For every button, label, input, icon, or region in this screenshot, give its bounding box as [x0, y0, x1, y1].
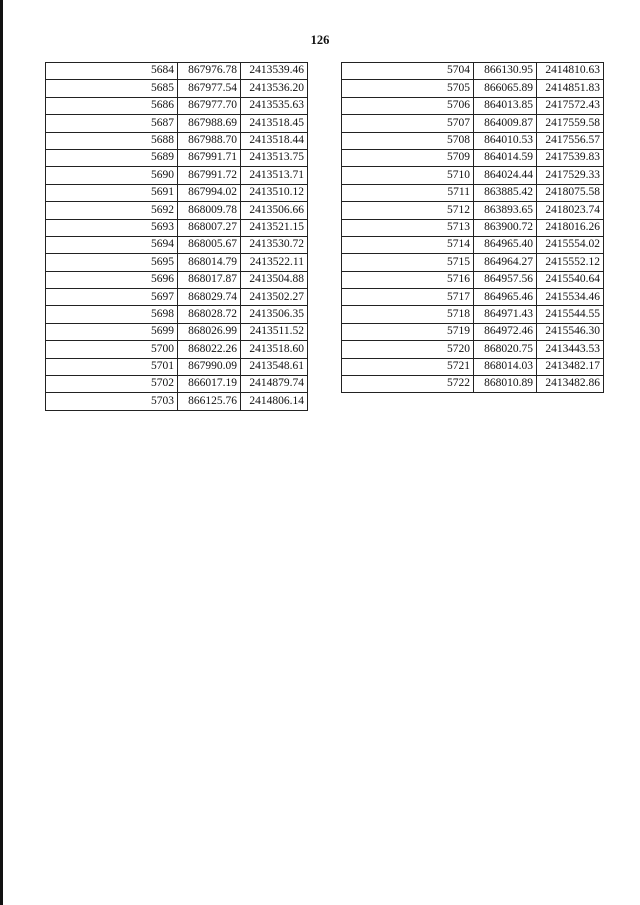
point-number-cell: 5714	[342, 236, 474, 253]
y-coordinate-cell: 2418016.26	[537, 219, 604, 236]
point-number-cell: 5718	[342, 306, 474, 323]
point-number-cell: 5702	[46, 376, 178, 393]
table-row	[342, 149, 604, 166]
table-row	[342, 306, 604, 323]
point-number-cell: 5689	[46, 149, 178, 166]
y-coordinate-cell: 2413521.15	[241, 219, 308, 236]
table-row	[342, 97, 604, 114]
table-row	[46, 393, 308, 410]
y-coordinate-cell: 2415544.55	[537, 306, 604, 323]
point-number-cell: 5693	[46, 219, 178, 236]
x-coordinate-cell: 864971.43	[474, 306, 537, 323]
point-number-cell: 5692	[46, 202, 178, 219]
point-number-cell: 5694	[46, 236, 178, 253]
y-coordinate-cell: 2417556.57	[537, 132, 604, 149]
point-number-cell: 5711	[342, 184, 474, 201]
table-row	[342, 80, 604, 97]
point-number-cell: 5698	[46, 306, 178, 323]
x-coordinate-cell: 866065.89	[474, 80, 537, 97]
x-coordinate-cell: 866017.19	[178, 376, 241, 393]
coordinates-table-left	[45, 62, 308, 411]
x-coordinate-cell: 866130.95	[474, 63, 537, 80]
y-coordinate-cell: 2413518.44	[241, 132, 308, 149]
table-row	[342, 219, 604, 236]
y-coordinate-cell: 2413548.61	[241, 358, 308, 375]
point-number-cell: 5695	[46, 254, 178, 271]
x-coordinate-cell: 864013.85	[474, 97, 537, 114]
x-coordinate-cell: 868014.79	[178, 254, 241, 271]
x-coordinate-cell: 864965.40	[474, 236, 537, 253]
table-row	[46, 149, 308, 166]
y-coordinate-cell: 2413536.20	[241, 80, 308, 97]
y-coordinate-cell: 2413506.66	[241, 202, 308, 219]
y-coordinate-cell: 2415534.46	[537, 289, 604, 306]
point-number-cell: 5691	[46, 184, 178, 201]
y-coordinate-cell: 2414810.63	[537, 63, 604, 80]
table-row	[46, 202, 308, 219]
y-coordinate-cell: 2413522.11	[241, 254, 308, 271]
point-number-cell: 5686	[46, 97, 178, 114]
x-coordinate-cell: 868020.75	[474, 341, 537, 358]
table-row	[46, 358, 308, 375]
x-coordinate-cell: 867976.78	[178, 63, 241, 80]
coordinates-table-right	[341, 62, 604, 393]
table-row	[342, 341, 604, 358]
y-coordinate-cell: 2414806.14	[241, 393, 308, 410]
y-coordinate-cell: 2415552.12	[537, 254, 604, 271]
table-row	[46, 323, 308, 340]
x-coordinate-cell: 864014.59	[474, 149, 537, 166]
point-number-cell: 5712	[342, 202, 474, 219]
x-coordinate-cell: 868026.99	[178, 323, 241, 340]
point-number-cell: 5705	[342, 80, 474, 97]
point-number-cell: 5703	[46, 393, 178, 410]
point-number-cell: 5709	[342, 149, 474, 166]
point-number-cell: 5704	[342, 63, 474, 80]
x-coordinate-cell: 868017.87	[178, 271, 241, 288]
point-number-cell: 5697	[46, 289, 178, 306]
table-row	[46, 132, 308, 149]
point-number-cell: 5720	[342, 341, 474, 358]
page-number: 126	[310, 33, 330, 47]
y-coordinate-cell: 2413511.52	[241, 323, 308, 340]
x-coordinate-cell: 867988.70	[178, 132, 241, 149]
table-row	[46, 271, 308, 288]
table-row	[46, 97, 308, 114]
y-coordinate-cell: 2413513.71	[241, 167, 308, 184]
table-row	[342, 202, 604, 219]
table-row	[46, 376, 308, 393]
x-coordinate-cell: 867991.71	[178, 149, 241, 166]
y-coordinate-cell: 2414879.74	[241, 376, 308, 393]
x-coordinate-cell: 868007.27	[178, 219, 241, 236]
x-coordinate-cell: 868014.03	[474, 358, 537, 375]
y-coordinate-cell: 2413504.88	[241, 271, 308, 288]
y-coordinate-cell: 2413513.75	[241, 149, 308, 166]
y-coordinate-cell: 2413539.46	[241, 63, 308, 80]
table-row	[46, 167, 308, 184]
y-coordinate-cell: 2415554.02	[537, 236, 604, 253]
point-number-cell: 5715	[342, 254, 474, 271]
point-number-cell: 5687	[46, 115, 178, 132]
x-coordinate-cell: 867990.09	[178, 358, 241, 375]
table-row	[46, 306, 308, 323]
y-coordinate-cell: 2413443.53	[537, 341, 604, 358]
x-coordinate-cell: 868009.78	[178, 202, 241, 219]
table-row	[342, 115, 604, 132]
y-coordinate-cell: 2417529.33	[537, 167, 604, 184]
y-coordinate-cell: 2413510.12	[241, 184, 308, 201]
x-coordinate-cell: 868028.72	[178, 306, 241, 323]
y-coordinate-cell: 2415546.30	[537, 323, 604, 340]
point-number-cell: 5713	[342, 219, 474, 236]
y-coordinate-cell: 2413482.86	[537, 376, 604, 393]
point-number-cell: 5688	[46, 132, 178, 149]
x-coordinate-cell: 864972.46	[474, 323, 537, 340]
table-row	[342, 358, 604, 375]
table-row	[46, 341, 308, 358]
x-coordinate-cell: 864024.44	[474, 167, 537, 184]
y-coordinate-cell: 2414851.83	[537, 80, 604, 97]
table-row	[46, 63, 308, 80]
x-coordinate-cell: 867977.70	[178, 97, 241, 114]
point-number-cell: 5710	[342, 167, 474, 184]
table-row	[46, 236, 308, 253]
table-row	[342, 271, 604, 288]
x-coordinate-cell: 868005.67	[178, 236, 241, 253]
table-row	[342, 184, 604, 201]
x-coordinate-cell: 867991.72	[178, 167, 241, 184]
table-row	[342, 236, 604, 253]
point-number-cell: 5684	[46, 63, 178, 80]
table-row	[46, 80, 308, 97]
x-coordinate-cell: 864964.27	[474, 254, 537, 271]
table-row	[342, 132, 604, 149]
point-number-cell: 5699	[46, 323, 178, 340]
point-number-cell: 5690	[46, 167, 178, 184]
y-coordinate-cell: 2417539.83	[537, 149, 604, 166]
point-number-cell: 5708	[342, 132, 474, 149]
y-coordinate-cell: 2418023.74	[537, 202, 604, 219]
y-coordinate-cell: 2413518.60	[241, 341, 308, 358]
table-row	[342, 289, 604, 306]
point-number-cell: 5722	[342, 376, 474, 393]
table-row	[342, 376, 604, 393]
point-number-cell: 5707	[342, 115, 474, 132]
point-number-cell: 5700	[46, 341, 178, 358]
x-coordinate-cell: 867977.54	[178, 80, 241, 97]
x-coordinate-cell: 866125.76	[178, 393, 241, 410]
table-row	[46, 289, 308, 306]
y-coordinate-cell: 2413535.63	[241, 97, 308, 114]
point-number-cell: 5721	[342, 358, 474, 375]
x-coordinate-cell: 867994.02	[178, 184, 241, 201]
x-coordinate-cell: 867988.69	[178, 115, 241, 132]
point-number-cell: 5706	[342, 97, 474, 114]
y-coordinate-cell: 2413518.45	[241, 115, 308, 132]
y-coordinate-cell: 2413482.17	[537, 358, 604, 375]
y-coordinate-cell: 2417559.58	[537, 115, 604, 132]
x-coordinate-cell: 863893.65	[474, 202, 537, 219]
table-row	[342, 254, 604, 271]
y-coordinate-cell: 2413530.72	[241, 236, 308, 253]
coordinates-table-right-body	[342, 63, 604, 393]
x-coordinate-cell: 868029.74	[178, 289, 241, 306]
point-number-cell: 5716	[342, 271, 474, 288]
table-row	[342, 323, 604, 340]
x-coordinate-cell: 864009.87	[474, 115, 537, 132]
table-row	[342, 167, 604, 184]
x-coordinate-cell: 864957.56	[474, 271, 537, 288]
coordinates-table-left-body	[46, 63, 308, 411]
table-row	[342, 63, 604, 80]
x-coordinate-cell: 864965.46	[474, 289, 537, 306]
scan-left-border	[0, 0, 3, 905]
x-coordinate-cell: 863885.42	[474, 184, 537, 201]
y-coordinate-cell: 2413502.27	[241, 289, 308, 306]
table-row	[46, 219, 308, 236]
point-number-cell: 5701	[46, 358, 178, 375]
point-number-cell: 5696	[46, 271, 178, 288]
point-number-cell: 5685	[46, 80, 178, 97]
y-coordinate-cell: 2415540.64	[537, 271, 604, 288]
table-row	[46, 184, 308, 201]
x-coordinate-cell: 864010.53	[474, 132, 537, 149]
y-coordinate-cell: 2418075.58	[537, 184, 604, 201]
table-row	[46, 254, 308, 271]
x-coordinate-cell: 868022.26	[178, 341, 241, 358]
y-coordinate-cell: 2413506.35	[241, 306, 308, 323]
point-number-cell: 5719	[342, 323, 474, 340]
table-row	[46, 115, 308, 132]
x-coordinate-cell: 863900.72	[474, 219, 537, 236]
x-coordinate-cell: 868010.89	[474, 376, 537, 393]
y-coordinate-cell: 2417572.43	[537, 97, 604, 114]
point-number-cell: 5717	[342, 289, 474, 306]
